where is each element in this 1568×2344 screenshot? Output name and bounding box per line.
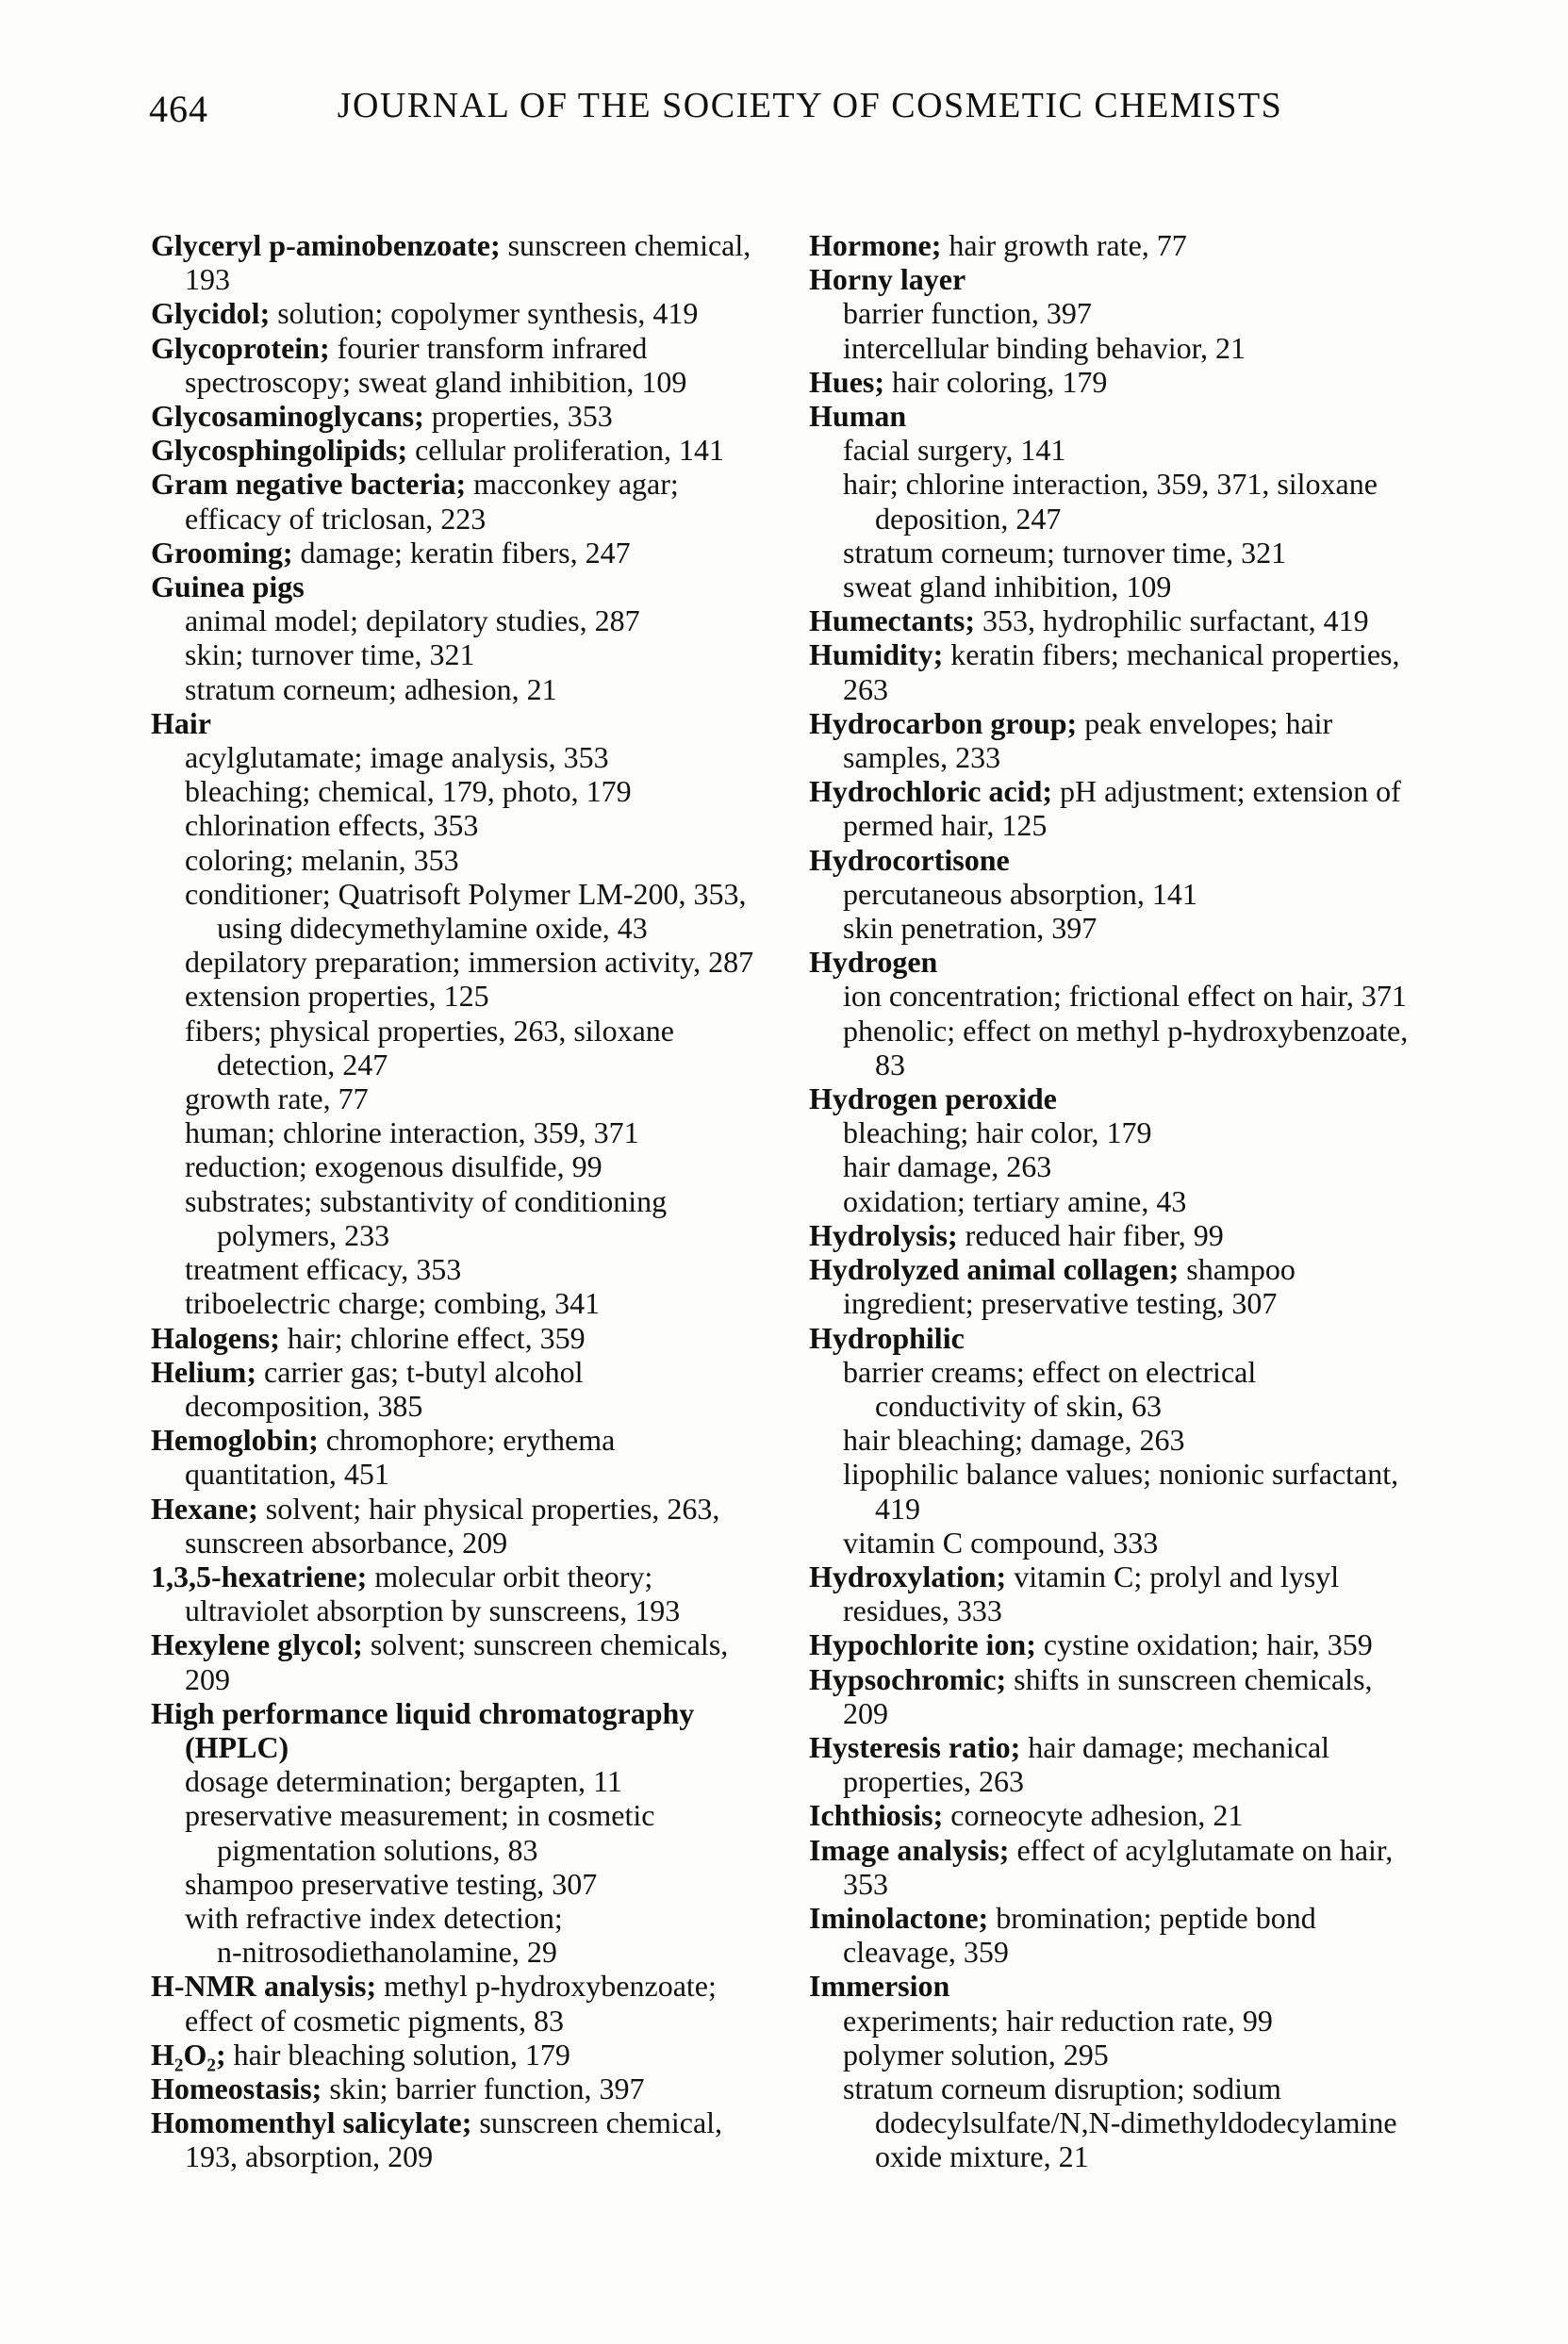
index-line: [809, 843, 1474, 877]
index-line-text: oxide mixture, 21: [875, 2139, 1089, 2174]
index-term: Hydrocortisone: [809, 842, 1010, 877]
index-line: [151, 536, 783, 569]
index-line: [809, 1593, 1474, 1627]
index-line-text: hair bleaching solution, 179: [225, 2037, 570, 2072]
index-line-text: methyl p-hydroxybenzoate;: [376, 1969, 717, 2004]
page-number: 464: [149, 88, 208, 130]
index-line-text: molecular orbit theory;: [367, 1559, 653, 1593]
index-line: [151, 1764, 783, 1798]
index-line: [809, 399, 1474, 433]
index-line-text: skin; barrier function, 397: [322, 2071, 645, 2105]
index-line-text: with refractive index detection;: [185, 1900, 563, 1935]
index-term: High performance liquid chromatography: [151, 1695, 695, 1730]
index-term: Humidity;: [809, 637, 944, 672]
index-line: [151, 1627, 783, 1661]
index-term: 1,3,5-hexatriene;: [151, 1559, 368, 1593]
index-term: Hydrogen peroxide: [809, 1081, 1057, 1116]
index-line-text: polymers, 233: [217, 1217, 390, 1252]
index-line: [151, 433, 783, 467]
index-term: (HPLC): [185, 1729, 289, 1764]
index-term: Hexane;: [151, 1491, 258, 1526]
index-line: [809, 1764, 1474, 1798]
index-line-text: carrier gas; t-butyl alcohol: [256, 1354, 584, 1389]
index-term: Hydrolysis;: [809, 1217, 958, 1252]
index-line: [151, 1184, 783, 1218]
index-line-text: oxidation; tertiary amine, 43: [843, 1183, 1187, 1218]
index-line-text: 193, absorption, 209: [185, 2139, 434, 2174]
index-line-text: 193: [185, 262, 230, 297]
index-line-text: vitamin C compound, 333: [843, 1525, 1159, 1560]
index-line: [151, 843, 783, 877]
index-line: [151, 1081, 783, 1115]
index-line: [809, 2139, 1474, 2173]
index-line-text: skin; turnover time, 321: [185, 637, 475, 672]
index-line: [151, 399, 783, 433]
index-line: [809, 1457, 1474, 1491]
index-line-text: dodecylsulfate/N,N-dimethyldodecylamine: [875, 2105, 1397, 2140]
index-line-text: peak envelopes; hair: [1077, 705, 1333, 740]
index-term: Glycosaminoglycans;: [151, 399, 424, 434]
index-line-text: hair coloring, 179: [884, 364, 1108, 399]
index-line-text: permed hair, 125: [843, 808, 1048, 843]
index-line: [151, 979, 783, 1013]
index-line: [151, 1014, 783, 1048]
index-line-text: hair; chlorine effect, 359: [279, 1320, 586, 1355]
index-line: [809, 228, 1474, 262]
index-line: [809, 1423, 1474, 1457]
index-line: [809, 1833, 1474, 1867]
index-line: [151, 877, 783, 911]
index-line: [809, 1252, 1474, 1286]
index-line: [809, 1014, 1474, 1048]
index-term: Guinea pigs: [151, 569, 305, 604]
index-line: [151, 365, 783, 399]
index-line: [151, 637, 783, 671]
index-line: [809, 2038, 1474, 2072]
index-line-text: effect of acylglutamate on hair,: [1009, 1832, 1394, 1867]
index-line: [809, 1662, 1474, 1696]
index-line: [809, 365, 1474, 399]
index-line-text: conductivity of skin, 63: [875, 1388, 1162, 1423]
index-line: [151, 808, 783, 842]
index-column-left: [151, 228, 783, 2174]
index-term: Hydroxylation;: [809, 1559, 1007, 1593]
index-line: [809, 945, 1474, 979]
index-term: Hexylene glycol;: [151, 1627, 363, 1662]
index-line: [151, 1833, 783, 1867]
index-line: [151, 2072, 783, 2105]
index-line: [809, 2105, 1474, 2139]
index-line-text: ultraviolet absorption by sunscreens, 193: [185, 1593, 681, 1628]
index-line-text: skin penetration, 397: [843, 911, 1098, 946]
index-line-text: treatment efficacy, 353: [185, 1252, 462, 1287]
index-term: Horny layer: [809, 262, 966, 297]
index-line-text: solvent; hair physical properties, 263,: [257, 1491, 720, 1526]
index-line-text: effect of cosmetic pigments, 83: [185, 2003, 564, 2038]
index-line-text: n-nitrosodiethanolamine, 29: [217, 1935, 557, 1970]
index-term: Hydrolyzed animal collagen;: [809, 1252, 1180, 1287]
index-line: [809, 1389, 1474, 1423]
index-term: Hair: [151, 705, 211, 740]
index-line: [151, 1355, 783, 1389]
index-term: Hydrophilic: [809, 1320, 965, 1355]
index-line: [151, 1457, 783, 1491]
index-term: Hypochlorite ion;: [809, 1627, 1036, 1662]
index-line: [151, 2004, 783, 2038]
index-term: Human: [809, 399, 907, 434]
index-line: [151, 1560, 783, 1593]
index-line-text: growth rate, 77: [185, 1081, 369, 1116]
index-line-text: reduction; exogenous disulfide, 99: [185, 1149, 602, 1184]
index-line: [151, 1115, 783, 1149]
index-line-text: detection, 247: [217, 1047, 388, 1081]
index-line-text: animal model; depilatory studies, 287: [185, 603, 640, 638]
index-line-text: 83: [875, 1047, 905, 1081]
index-line: [151, 1149, 783, 1183]
index-line-text: percutaneous absorption, 141: [843, 876, 1197, 911]
index-line-text: hair growth rate, 77: [941, 228, 1187, 262]
index-line: [151, 1389, 783, 1423]
index-line: [151, 740, 783, 774]
index-line-text: bleaching; chemical, 179, photo, 179: [185, 774, 632, 809]
index-line-text: bromination; peptide bond: [988, 1900, 1316, 1935]
index-line-text: macconkey agar;: [466, 467, 679, 502]
index-line: [809, 979, 1474, 1013]
index-line: [809, 536, 1474, 569]
index-line: [809, 1048, 1474, 1081]
index-term: Homeostasis;: [151, 2071, 322, 2105]
index-line: [809, 1184, 1474, 1218]
index-term: H₂O₂;: [151, 2037, 226, 2072]
index-line-text: cystine oxidation; hair, 359: [1035, 1627, 1373, 1662]
index-line-text: corneocyte adhesion, 21: [943, 1798, 1244, 1833]
index-line-text: depilatory preparation; immersion activity, 287: [185, 945, 754, 980]
index-line-text: ingredient; preservative testing, 307: [843, 1286, 1278, 1321]
index-term: Ichthiosis;: [809, 1798, 944, 1833]
index-line: [809, 1526, 1474, 1560]
index-line-text: solution; copolymer synthesis, 419: [270, 296, 699, 331]
index-line-text: cellular proliferation, 141: [407, 433, 724, 468]
index-line: [809, 2072, 1474, 2105]
index-line: [151, 1969, 783, 2003]
index-term: Humectants;: [809, 603, 975, 638]
index-term: Grooming;: [151, 535, 293, 569]
index-line-text: properties, 263: [843, 1764, 1024, 1799]
index-line-text: shampoo: [1179, 1252, 1296, 1287]
index-line-text: using didecymethylamine oxide, 43: [217, 911, 648, 946]
index-line: [151, 1286, 783, 1320]
index-line: [151, 1321, 783, 1355]
index-line-text: coloring; melanin, 353: [185, 842, 459, 877]
index-line: [151, 502, 783, 536]
index-line-text: hair damage; mechanical: [1020, 1729, 1330, 1764]
page-header: [149, 85, 1471, 128]
index-line-text: 209: [843, 1695, 888, 1730]
index-line: [809, 774, 1474, 808]
index-line: [151, 1935, 783, 1969]
index-line-text: spectroscopy; sweat gland inhibition, 109: [185, 364, 687, 399]
index-line: [151, 2139, 783, 2173]
index-term: Glycidol;: [151, 296, 271, 331]
index-line: [809, 1321, 1474, 1355]
index-line-text: human; chlorine interaction, 359, 371: [185, 1115, 639, 1150]
index-line: [151, 569, 783, 603]
index-line: [151, 774, 783, 808]
index-line-text: 419: [875, 1491, 920, 1526]
index-line-text: damage; keratin fibers, 247: [292, 535, 631, 569]
index-line-text: hair damage, 263: [843, 1149, 1052, 1184]
index-line-text: preservative measurement; in cosmetic: [185, 1798, 655, 1833]
index-line-text: sunscreen chemical,: [500, 228, 751, 262]
index-term: Hydrocarbon group;: [809, 705, 1078, 740]
index-line-text: shifts in sunscreen chemicals,: [1006, 1661, 1373, 1696]
index-line-text: reduced hair fiber, 99: [957, 1217, 1224, 1252]
index-line: [809, 1730, 1474, 1764]
index-term: Hues;: [809, 364, 884, 399]
index-line: [809, 1935, 1474, 1969]
journal-title: JOURNAL OF THE SOCIETY OF COSMETIC CHEMISTS: [337, 86, 1283, 125]
index-line-text: lipophilic balance values; nonionic surfactant,: [843, 1457, 1399, 1492]
index-column-right: [809, 228, 1474, 2174]
index-line-text: stratum corneum; adhesion, 21: [185, 671, 557, 706]
index-line-text: ion concentration; frictional effect on hair, 371: [843, 979, 1407, 1014]
index-line: [809, 433, 1474, 467]
index-line: [809, 672, 1474, 706]
index-line: [809, 2004, 1474, 2038]
index-term: Iminolactone;: [809, 1900, 989, 1935]
index-line-text: quantitation, 451: [185, 1457, 389, 1492]
index-line: [809, 740, 1474, 774]
index-line-text: 209: [185, 1661, 230, 1696]
index-line-text: conditioner; Quatrisoft Polymer LM-200, 353,: [185, 876, 747, 911]
index-line: [809, 1901, 1474, 1935]
index-term: H-NMR analysis;: [151, 1969, 377, 2004]
index-line: [151, 467, 783, 501]
index-line: [151, 228, 783, 262]
index-term: Hypsochromic;: [809, 1661, 1007, 1696]
index-line: [151, 1662, 783, 1696]
index-line-text: solvent; sunscreen chemicals,: [362, 1627, 729, 1662]
index-line: [151, 945, 783, 979]
index-term: Hemoglobin;: [151, 1423, 319, 1458]
index-line-text: hair; chlorine interaction, 359, 371, siloxane: [843, 467, 1378, 502]
index-line: [809, 1696, 1474, 1730]
index-line-text: 353, hydrophilic surfactant, 419: [974, 603, 1369, 638]
index-line-text: sweat gland inhibition, 109: [843, 569, 1172, 604]
index-line-text: 263: [843, 671, 888, 706]
index-line: [151, 706, 783, 740]
index-term: Immersion: [809, 1969, 950, 2004]
index-line: [809, 1969, 1474, 2003]
index-line: [151, 296, 783, 330]
index-line-text: extension properties, 125: [185, 979, 489, 1014]
index-line: [151, 2105, 783, 2139]
index-line: [809, 1218, 1474, 1252]
index-line: [809, 706, 1474, 740]
index-line: [151, 1867, 783, 1901]
index-line: [151, 1593, 783, 1627]
index-term: Image analysis;: [809, 1832, 1010, 1867]
index-line-text: acylglutamate; image analysis, 353: [185, 740, 609, 775]
index-line: [151, 1423, 783, 1457]
index-line-text: experiments; hair reduction rate, 99: [843, 2003, 1273, 2038]
index-line: [151, 1492, 783, 1526]
index-line-text: hair bleaching; damage, 263: [843, 1423, 1185, 1458]
index-line: [151, 911, 783, 945]
index-term: Homomenthyl salicylate;: [151, 2105, 472, 2140]
index-line: [809, 1867, 1474, 1901]
index-line: [809, 1798, 1474, 1832]
index-term: Glyceryl p-aminobenzoate;: [151, 228, 501, 262]
index-line-text: keratin fibers; mechanical properties,: [943, 637, 1400, 672]
index-line-text: 353: [843, 1866, 888, 1901]
index-line-text: barrier creams; effect on electrical: [843, 1354, 1257, 1389]
index-line-text: barrier function, 397: [843, 296, 1092, 331]
index-term: Glycoprotein;: [151, 330, 330, 365]
index-line: [151, 1252, 783, 1286]
index-line: [809, 331, 1474, 365]
index-line-text: decomposition, 385: [185, 1388, 423, 1423]
index-line-text: fibers; physical properties, 263, siloxane: [185, 1013, 674, 1048]
index-line: [809, 1355, 1474, 1389]
index-line: [809, 1627, 1474, 1661]
index-line: [151, 1696, 783, 1730]
index-line-text: chromophore; erythema: [318, 1423, 616, 1458]
index-line-text: bleaching; hair color, 179: [843, 1115, 1152, 1150]
index-term: Hydrochloric acid;: [809, 774, 1053, 809]
index-line: [809, 603, 1474, 637]
index-line: [809, 911, 1474, 945]
index-line-text: phenolic; effect on methyl p-hydroxybenzoate,: [843, 1013, 1409, 1048]
index-term: Hysteresis ratio;: [809, 1729, 1021, 1764]
index-line-text: sunscreen chemical,: [471, 2105, 723, 2140]
index-line-text: properties, 353: [423, 399, 613, 434]
index-line: [151, 1730, 783, 1764]
index-line: [151, 1218, 783, 1252]
index-line: [809, 502, 1474, 536]
index-body: [151, 228, 1474, 2174]
index-line: [809, 877, 1474, 911]
index-line-text: cleavage, 359: [843, 1935, 1009, 1970]
index-line-text: residues, 333: [843, 1593, 1002, 1628]
index-term: Hydrogen: [809, 945, 938, 980]
index-line-text: stratum corneum disruption; sodium: [843, 2071, 1281, 2105]
index-line: [809, 1081, 1474, 1115]
index-line: [809, 467, 1474, 501]
index-line-text: triboelectric charge; combing, 341: [185, 1286, 601, 1321]
index-line: [151, 2038, 783, 2072]
index-line: [809, 1115, 1474, 1149]
index-line-text: fourier transform infrared: [329, 330, 648, 365]
index-line: [151, 603, 783, 637]
index-line-text: pH adjustment; extension of: [1052, 774, 1401, 809]
index-line-text: facial surgery, 141: [843, 433, 1066, 468]
index-line: [151, 1798, 783, 1832]
index-line-text: sunscreen absorbance, 209: [185, 1525, 508, 1560]
index-term: Hormone;: [809, 228, 942, 262]
index-line-text: efficacy of triclosan, 223: [185, 501, 487, 536]
index-line: [151, 331, 783, 365]
index-line: [809, 262, 1474, 296]
index-line: [151, 262, 783, 296]
index-line-text: stratum corneum; turnover time, 321: [843, 535, 1287, 569]
index-line-text: pigmentation solutions, 83: [217, 1832, 538, 1867]
index-line-text: dosage determination; bergapten, 11: [185, 1764, 622, 1799]
index-line-text: deposition, 247: [875, 501, 1062, 536]
index-line: [809, 1492, 1474, 1526]
index-line: [809, 1286, 1474, 1320]
index-term: Gram negative bacteria;: [151, 467, 467, 502]
index-line: [809, 296, 1474, 330]
index-line-text: samples, 233: [843, 740, 1001, 775]
index-line: [809, 808, 1474, 842]
index-line-text: intercellular binding behavior, 21: [843, 330, 1246, 365]
index-term: Helium;: [151, 1354, 256, 1389]
index-line: [151, 1901, 783, 1935]
index-line-text: polymer solution, 295: [843, 2037, 1109, 2072]
index-line-text: substrates; substantivity of conditioning: [185, 1183, 668, 1218]
index-line: [809, 637, 1474, 671]
index-line: [809, 1560, 1474, 1593]
index-line-text: shampoo preservative testing, 307: [185, 1866, 598, 1901]
index-term: Halogens;: [151, 1320, 280, 1355]
index-term: Glycosphingolipids;: [151, 433, 408, 468]
index-line: [151, 1048, 783, 1081]
index-line: [151, 672, 783, 706]
index-line: [151, 1526, 783, 1560]
index-line-text: chlorination effects, 353: [185, 808, 479, 843]
index-line: [809, 1149, 1474, 1183]
index-line-text: vitamin C; prolyl and lysyl: [1006, 1559, 1340, 1593]
index-line: [809, 569, 1474, 603]
